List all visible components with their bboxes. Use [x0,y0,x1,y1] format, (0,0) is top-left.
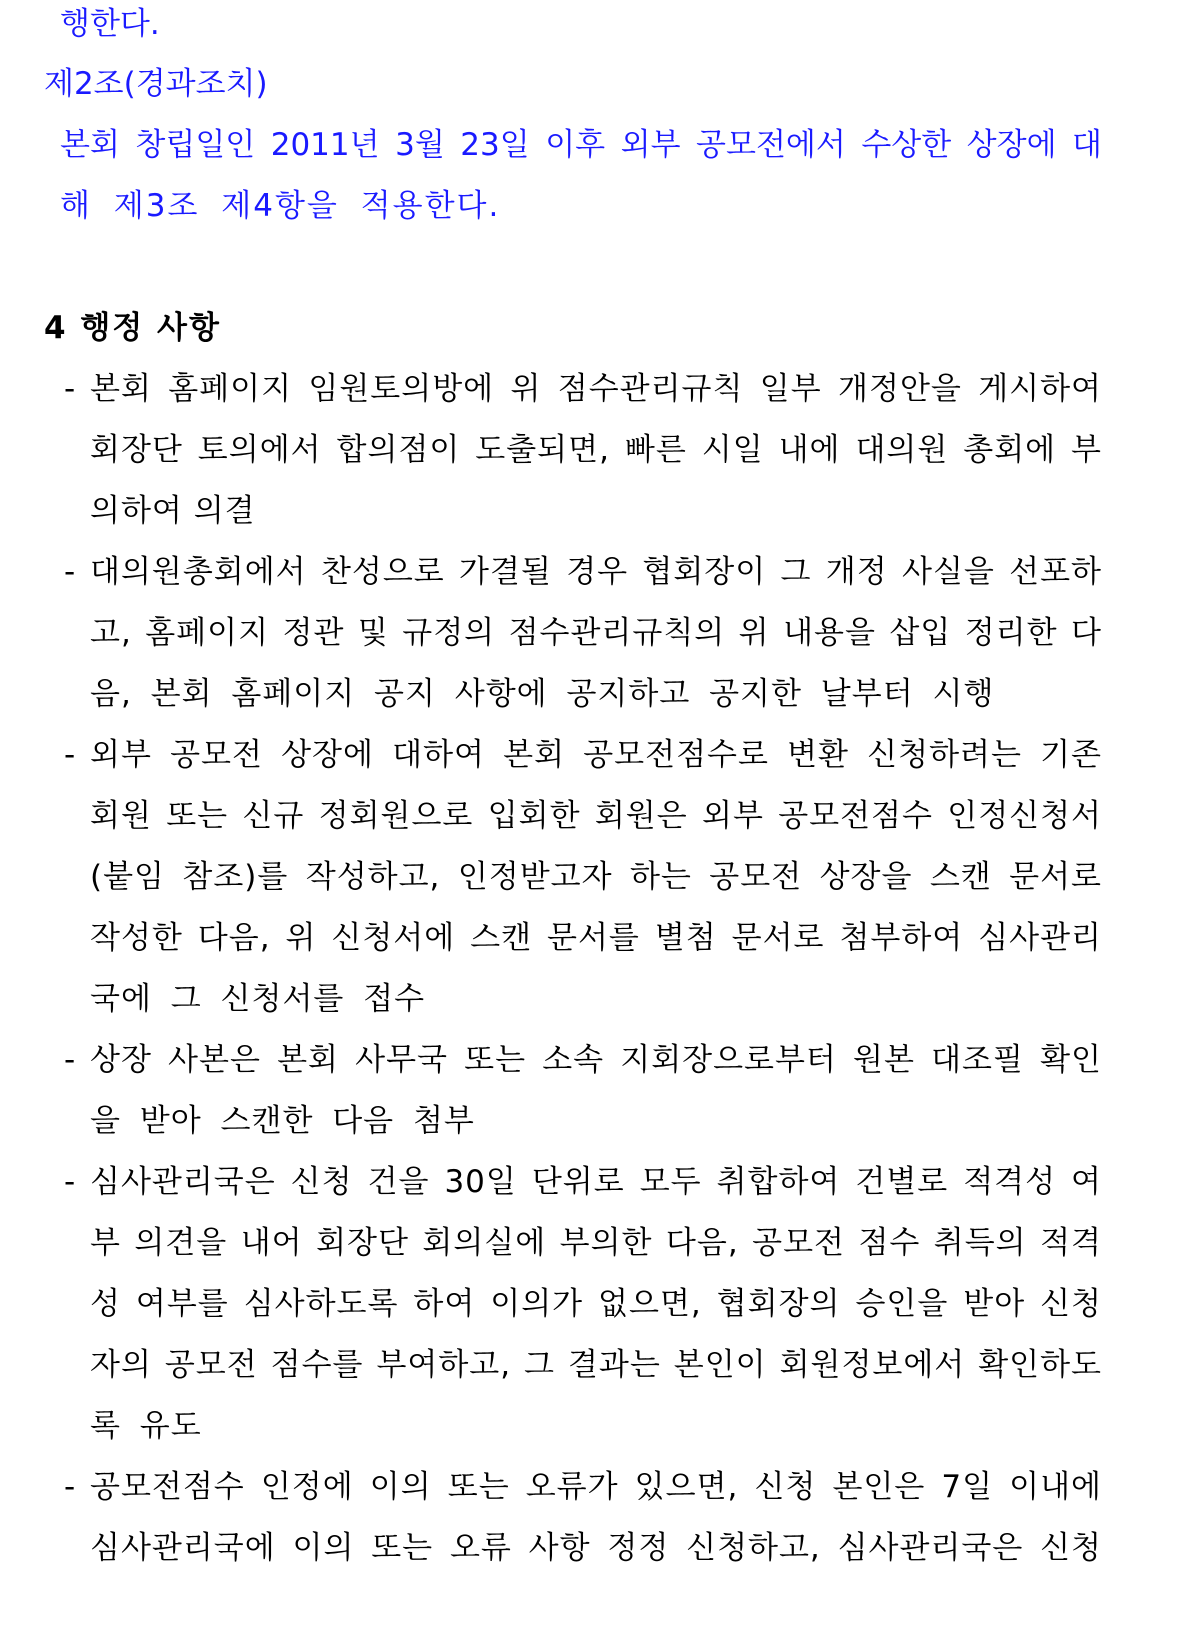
item-5-line-1: 심사관리국은 신청 건을 30일 단위로 모두 취합하여 건별로 적격성 여 [90,1164,1103,1200]
item-4-line-2: 을 받아 스캔한 다음 첨부 [90,1103,475,1139]
item-3-line-1: 외부 공모전 상장에 대하여 본회 공모전점수로 변환 신청하려는 기존 [90,737,1102,773]
item-2-line-2: 고, 홈페이지 정관 및 규정의 점수관리규칙의 위 내용을 삽입 정리한 다 [90,615,1102,651]
article2-body-line-2: 해 제3조 제4항을 적용한다. [60,188,501,224]
bullet-dash: - [64,554,76,590]
item-6-line-1: 공모전점수 인정에 이의 또는 오류가 있으면, 신청 본인은 7일 이내에 [90,1469,1102,1505]
item-1-line-2: 회장단 토의에서 합의점이 도출되면, 빠른 시일 내에 대의원 총회에 부 [90,432,1102,468]
item-2-line-3: 음, 본회 홈페이지 공지 사항에 공지하고 공지한 날부터 시행 [90,676,995,712]
item-2-line-1: 대의원총회에서 찬성으로 가결될 경우 협회장이 그 개정 사실을 선포하 [90,554,1102,590]
section-title: 4 행정 사항 [44,310,221,346]
item-5-line-4: 자의 공모전 점수를 부여하고, 그 결과는 본인이 회원정보에서 확인하도 [90,1347,1102,1383]
item-3-line-3: (붙임 참조)를 작성하고, 인정받고자 하는 공모전 상장을 스캔 문서로 [90,859,1102,895]
item-3-line-2: 회원 또는 신규 정회원으로 입회한 회원은 외부 공모전점수 인정신청서 [90,798,1102,834]
article2-title: 제2조(경과조치) [44,66,268,102]
bullet-dash: - [64,1164,76,1200]
item-4-line-1: 상장 사본은 본회 사무국 또는 소속 지회장으로부터 원본 대조필 확인 [90,1042,1102,1078]
bullet-dash: - [64,737,76,773]
bullet-dash: - [64,1042,76,1078]
item-5-line-2: 부 의견을 내어 회장단 회의실에 부의한 다음, 공모전 점수 취득의 적격 [90,1225,1102,1261]
item-1-line-1: 본회 홈페이지 임원토의방에 위 점수관리규칙 일부 개정안을 게시하여 [90,371,1102,407]
item-1-line-3: 의하여 의결 [90,493,256,529]
bullet-dash: - [64,371,76,407]
bullet-dash: - [64,1469,76,1505]
item-5-line-3: 성 여부를 심사하도록 하여 이의가 없으면, 협회장의 승인을 받아 신청 [90,1286,1102,1322]
item-6-line-2: 심사관리국에 이의 또는 오류 사항 정정 신청하고, 심사관리국은 신청 [90,1530,1102,1566]
item-3-line-4: 작성한 다음, 위 신청서에 스캔 문서를 별첨 문서로 첨부하여 심사관리 [90,920,1102,956]
article2-body-line-1: 본회 창립일인 2011년 3월 23일 이후 외부 공모전에서 수상한 상장에 대 [60,127,1102,163]
item-3-line-5: 국에 그 신청서를 접수 [90,981,426,1017]
item-5-line-5: 록 유도 [90,1408,202,1444]
enforcement-line-end: 행한다. [60,6,160,42]
